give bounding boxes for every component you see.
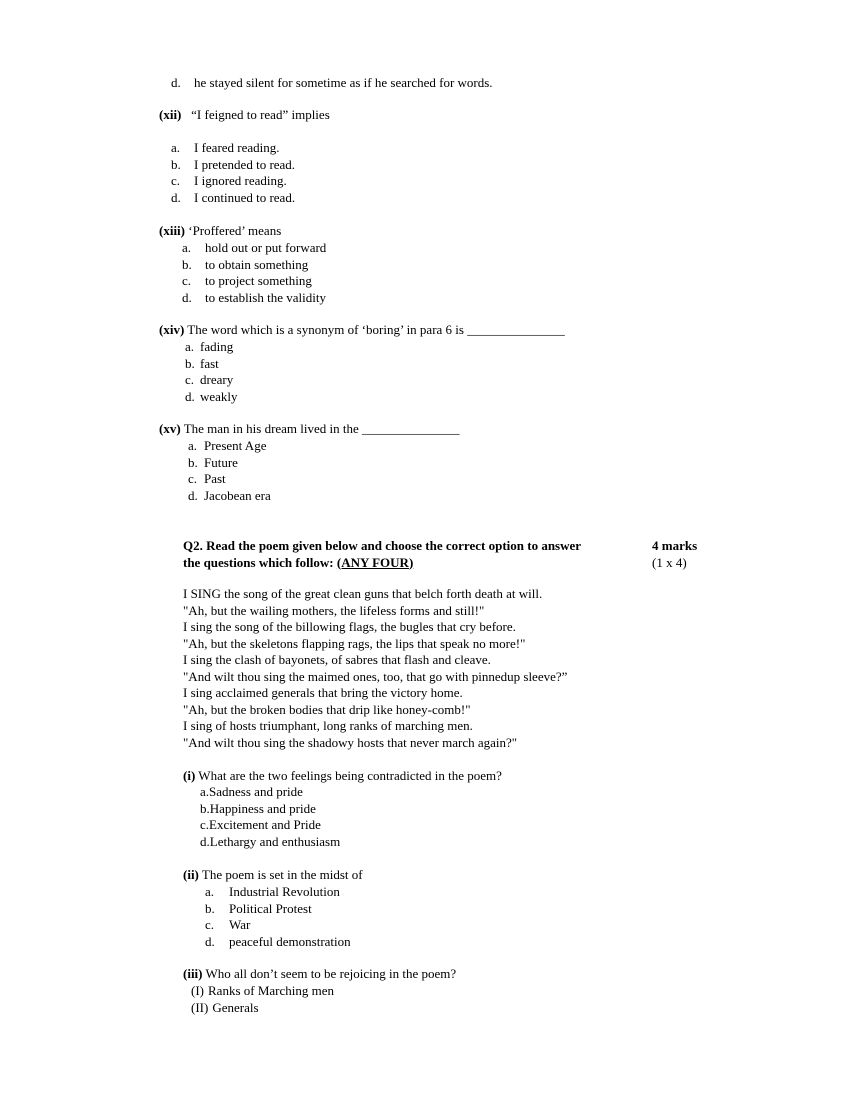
question-xiii: [159, 223, 281, 240]
question-xii-options: [171, 140, 295, 206]
marks-total: 4 marks: [652, 538, 698, 553]
poem-line: "And wilt thou sing the shadowy hosts that never march again?": [183, 734, 518, 750]
poem-line: "Ah, but the broken bodies that drip like honey-comb!": [183, 701, 471, 717]
question-xiv: [159, 322, 565, 339]
poem-line: "Ah, but the skeletons flapping rags, the lips that speak no more!": [183, 635, 526, 651]
option-d: d. Jacobean era: [188, 487, 271, 503]
option-d: d. I continued to read.: [171, 189, 296, 205]
option-d: d.Lethargy and enthusiasm: [200, 833, 341, 849]
poem: [183, 586, 567, 751]
question-number: (xiv): [159, 322, 185, 337]
q2-heading-line1: Q2. Read the poem given below and choose the correct option to answer: [183, 538, 582, 553]
option-d: d. weakly: [185, 388, 238, 404]
option-letter: d.: [171, 75, 181, 90]
question-text: The poem is set in the midst of: [201, 867, 363, 882]
option-c: c.Excitement and Pride: [200, 817, 321, 832]
option-a: a. fading: [185, 339, 234, 354]
option-a: a.Sadness and pride: [200, 784, 303, 799]
question-number: (xii): [159, 107, 182, 122]
question-text: The man in his dream lived in the _______________: [183, 421, 460, 436]
question-xiv-options: [185, 339, 238, 405]
q2-question-ii-options: [205, 884, 351, 950]
q2-question-ii: [183, 867, 363, 884]
question-text: “I feigned to read” implies: [191, 107, 330, 122]
q2-heading: [183, 538, 581, 571]
question-text: Who all don’t seem to be rejoicing in the poem?: [205, 966, 457, 981]
question-xv: [159, 421, 460, 438]
question-number: (xiii): [159, 223, 185, 238]
q2-marks: [652, 538, 697, 571]
question-number: (iii): [183, 966, 203, 981]
marks-breakdown: (1 x 4): [652, 554, 687, 570]
option-b: b. to obtain something: [182, 256, 309, 272]
poem-line: I sing acclaimed generals that bring the victory home.: [183, 685, 463, 700]
option-d: d. to establish the validity: [182, 289, 326, 305]
option-c: c. War: [205, 917, 251, 932]
question-number: (xv): [159, 421, 181, 436]
option-d-previous-question: [171, 75, 493, 92]
q2-heading-line2: the questions which follow: (ANY FOUR): [183, 554, 414, 570]
any-four-label: (ANY FOUR): [336, 554, 414, 570]
question-text: The word which is a synonym of ‘boring’ in para 6 is _______________: [187, 322, 565, 337]
option-ii: (II) Generals: [191, 999, 259, 1015]
option-a: a. Industrial Revolution: [205, 884, 340, 899]
option-b: b. fast: [185, 355, 219, 371]
option-b: b. Political Protest: [205, 900, 312, 916]
question-text: What are the two feelings being contradicted in the poem?: [198, 768, 502, 783]
question-xiii-options: [182, 240, 326, 306]
question-number: (ii): [183, 867, 199, 882]
q2-question-iii-options: [191, 983, 334, 1016]
q2-question-i-options: [200, 784, 340, 850]
option-b: b.Happiness and pride: [200, 800, 316, 816]
poem-line: I sing the song of the billowing flags, the bugles that cry before.: [183, 619, 516, 634]
option-text: he stayed silent for sometime as if he searched for words.: [194, 75, 493, 90]
option-i: (I) Ranks of Marching men: [191, 983, 335, 998]
option-c: c. to project something: [182, 273, 312, 288]
question-number: (i): [183, 768, 196, 783]
option-a: a. I feared reading.: [171, 140, 280, 155]
question-text: ‘Proffered’ means: [188, 223, 282, 238]
poem-line: "And wilt thou sing the maimed ones, too, that go with pinnedup sleeve?”: [183, 668, 568, 684]
option-b: b. Future: [188, 454, 238, 470]
poem-line: I sing the clash of bayonets, of sabres that flash and cleave.: [183, 652, 491, 667]
q2-question-i: [183, 768, 502, 785]
question-xii: [159, 107, 330, 124]
poem-line: "Ah, but the wailing mothers, the lifeless forms and still!": [183, 602, 485, 618]
option-d: d. peaceful demonstration: [205, 933, 351, 949]
option-c: c. dreary: [185, 372, 234, 387]
question-xv-options: [188, 438, 271, 504]
option-c: c. Past: [188, 471, 226, 486]
option-c: c. I ignored reading.: [171, 173, 287, 188]
poem-line: I sing of hosts triumphant, long ranks of marching men.: [183, 718, 473, 733]
poem-line: I SING the song of the great clean guns that belch forth death at will.: [183, 586, 543, 601]
option-a: a. Present Age: [188, 438, 267, 453]
option-b: b. I pretended to read.: [171, 156, 296, 172]
q2-question-iii: [183, 966, 456, 983]
option-a: a. hold out or put forward: [182, 240, 327, 255]
